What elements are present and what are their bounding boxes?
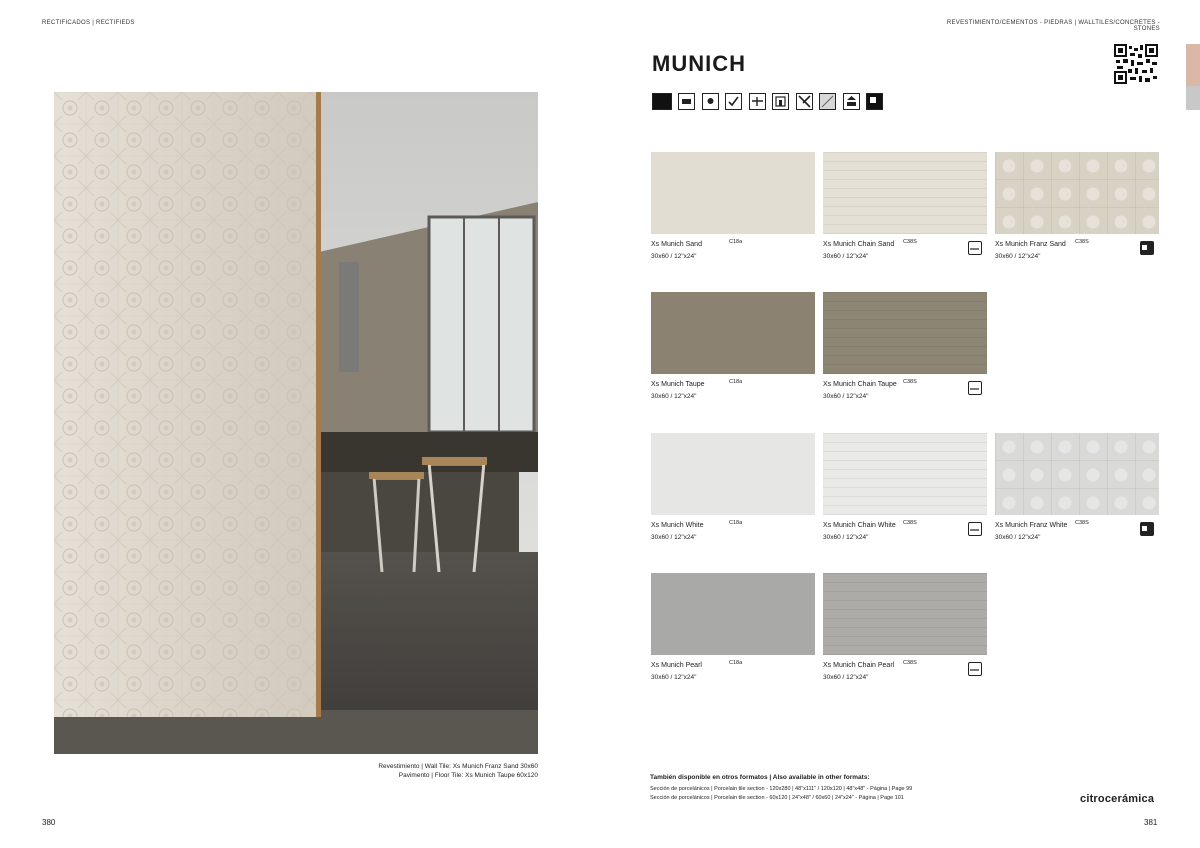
qr-code[interactable] — [1114, 44, 1158, 84]
decor-piece-icon — [1140, 522, 1154, 536]
tile-code: C38S — [1075, 520, 1089, 526]
tile-swatch[interactable] — [995, 433, 1159, 515]
caption-wall: Revestimiento | Wall Tile: Xs Munich Franz Sand 30x60 — [378, 763, 538, 770]
ceramic-layer-icon — [843, 93, 860, 110]
chemical-resistance-icon — [796, 93, 813, 110]
relief-piece-icon — [968, 241, 982, 255]
series-title: MUNICH — [652, 51, 746, 76]
brand-logo: citrocerámica — [1080, 793, 1155, 805]
section-tab-top — [1186, 44, 1200, 86]
caption-floor: Pavimento | Floor Tile: Xs Munich Taupe 60x120 — [398, 772, 538, 779]
tile-swatch[interactable] — [995, 152, 1159, 234]
tile-swatch[interactable] — [651, 152, 815, 234]
variation-v2-icon — [819, 93, 836, 110]
room-photo-illustration — [54, 92, 538, 754]
tile-code: C18a — [729, 379, 743, 385]
tile-swatch[interactable] — [823, 573, 987, 655]
tile-code: C18a — [729, 520, 743, 526]
relief-piece-icon — [968, 662, 982, 676]
tile-swatch[interactable] — [823, 152, 987, 234]
tile-code: C38S — [903, 239, 917, 245]
tile-size: 30x60 / 12"x24" — [823, 393, 869, 400]
tile-name: Xs Munich Taupe — [651, 381, 705, 388]
tile-name: Xs Munich Franz Sand — [995, 241, 1066, 248]
white-body-icon — [678, 93, 695, 110]
tile-code: C18a — [729, 660, 743, 666]
tile-name: Xs Munich Chain Taupe — [823, 381, 897, 388]
page-number-left: 380 — [42, 818, 56, 827]
tile-swatch[interactable] — [823, 433, 987, 515]
tile-name: Xs Munich White — [651, 522, 704, 529]
frost-resistant-icon — [725, 93, 742, 110]
tile-name: Xs Munich Chain Sand — [823, 241, 895, 248]
relief-piece-icon — [968, 381, 982, 395]
decor-icon — [866, 93, 883, 110]
tile-size: 30x60 / 12"x24" — [995, 253, 1041, 260]
tile-size: 30x60 / 12"x24" — [995, 534, 1041, 541]
tile-size: 30x60 / 12"x24" — [651, 253, 697, 260]
relief-piece-icon — [968, 522, 982, 536]
tile-code: C38S — [903, 520, 917, 526]
tile-name: Xs Munich Franz White — [995, 522, 1068, 529]
tile-name: Xs Munich Pearl — [651, 662, 702, 669]
room-photo — [54, 92, 538, 754]
tile-name: Xs Munich Sand — [651, 241, 702, 248]
tile-code: C38S — [903, 660, 917, 666]
other-formats-line-1: Sección de porcelánicos | Porcelain tile section - 120x280 | 48"x111" / 120x120 | 48"x48" - Página | Page 99 — [650, 786, 913, 792]
tile-size: 30x60 / 12"x24" — [823, 534, 869, 541]
tile-size: 30x60 / 12"x24" — [651, 674, 697, 681]
other-formats-note — [650, 774, 1070, 803]
rectified-edge-icon — [652, 93, 672, 110]
tile-code: C18a — [729, 239, 743, 245]
tile-size: 30x60 / 12"x24" — [823, 253, 869, 260]
tile-size: 30x60 / 12"x24" — [823, 674, 869, 681]
matt-finish-icon — [702, 93, 719, 110]
tile-name: Xs Munich Chain White — [823, 522, 896, 529]
decor-piece-icon — [1140, 241, 1154, 255]
page-number-right: 381 — [1144, 818, 1158, 827]
other-formats-line-2: Sección de porcelánicos | Porcelain tile section - 60x120 | 24"x48" / 60x60 | 24"x24" - Página | Page 101 — [650, 795, 904, 801]
section-tab-bottom — [1186, 86, 1200, 110]
tile-code: C38S — [903, 379, 917, 385]
right-running-header: REVESTIMIENTO/CEMENTOS - PIEDRAS | WALLTILES/CONCRETES - STONES — [946, 20, 1160, 32]
tile-code: C38S — [1075, 239, 1089, 245]
wall-use-icon — [772, 93, 789, 110]
left-running-header: RECTIFICADOS | RECTIFIEDS — [42, 20, 135, 26]
other-formats-heading: También disponible en otros formatos | Also available in other formats: — [650, 774, 870, 781]
tile-size: 30x60 / 12"x24" — [651, 534, 697, 541]
tile-size: 30x60 / 12"x24" — [651, 393, 697, 400]
qr-code-graphic — [1114, 44, 1158, 84]
tile-swatch[interactable] — [823, 292, 987, 374]
shade-variation-icon — [749, 93, 766, 110]
tile-name: Xs Munich Chain Pearl — [823, 662, 895, 669]
technical-icons-row — [652, 93, 885, 111]
tile-swatch[interactable] — [651, 292, 815, 374]
tile-swatch[interactable] — [651, 433, 815, 515]
photo-caption — [300, 762, 538, 780]
tile-swatch[interactable] — [651, 573, 815, 655]
